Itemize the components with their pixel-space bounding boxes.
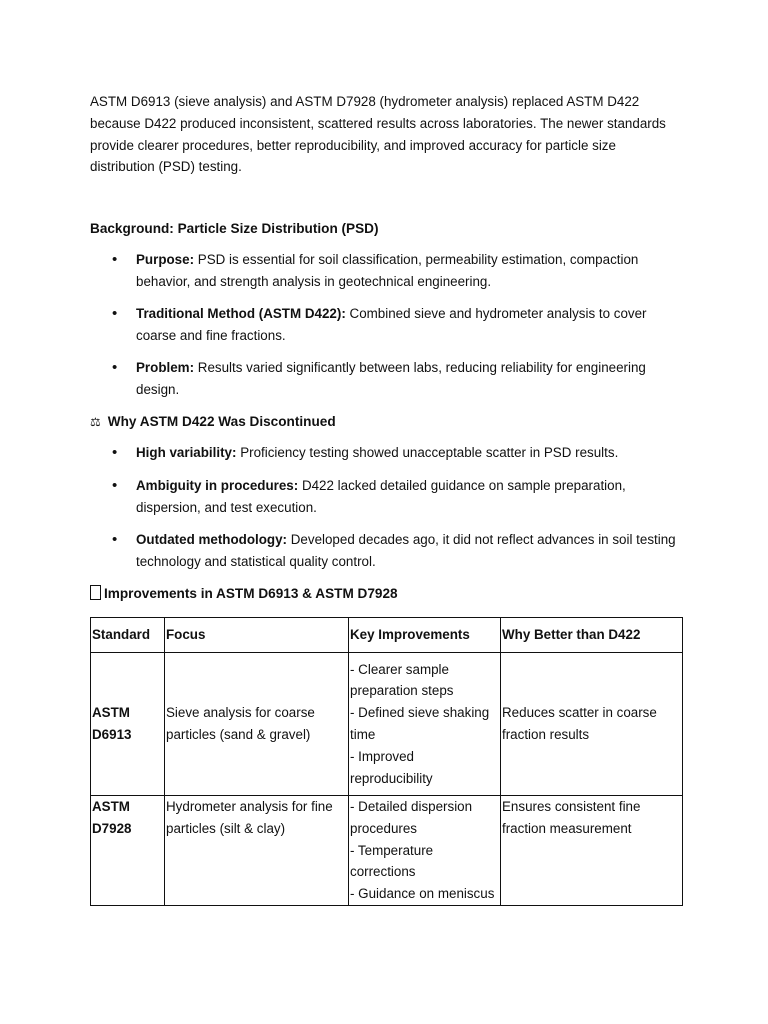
table-row bbox=[91, 652, 683, 795]
improvements-section bbox=[90, 583, 680, 906]
improvement-line: - Temperature corrections bbox=[350, 842, 434, 880]
list-item bbox=[90, 475, 680, 519]
list-item bbox=[90, 249, 680, 293]
column-header: Standard bbox=[91, 617, 165, 652]
column-header: Key Improvements bbox=[349, 617, 501, 652]
improvements-heading bbox=[90, 583, 680, 605]
background-list bbox=[90, 249, 680, 401]
why-heading bbox=[90, 411, 680, 433]
bullet-icon: • bbox=[112, 305, 118, 323]
table-header-row bbox=[91, 617, 683, 652]
improvement-line: - Guidance on meniscus bbox=[350, 886, 495, 902]
why-heading-text: Why ASTM D422 Was Discontinued bbox=[107, 414, 336, 430]
bullet-icon: • bbox=[112, 359, 118, 377]
list-item bbox=[90, 529, 680, 573]
item-text: Results varied significantly between labs, reducing reliability for engineering design. bbox=[136, 360, 646, 398]
why-list bbox=[90, 442, 680, 572]
column-header: Why Better than D422 bbox=[501, 617, 683, 652]
item-text: Developed decades ago, it did not reflect advances in soil testing technology and statistical quality control. bbox=[136, 531, 676, 569]
improvement-line: - Improved reproducibility bbox=[350, 748, 433, 786]
background-heading: Background: Particle Size Distribution (PSD) bbox=[90, 221, 379, 237]
bullet-icon: • bbox=[112, 444, 118, 462]
item-label: High variability: bbox=[136, 445, 237, 461]
improvements-table bbox=[90, 617, 683, 906]
item-label: Purpose: bbox=[136, 252, 195, 268]
list-item bbox=[90, 357, 680, 401]
document-page bbox=[90, 91, 680, 906]
scales-icon: ⚖ bbox=[90, 415, 101, 430]
improvement-line: - Defined sieve shaking time bbox=[350, 705, 490, 742]
improvements-cell bbox=[349, 652, 501, 795]
missing-glyph-icon bbox=[90, 585, 101, 600]
why-cell: Ensures consistent fine fraction measurement bbox=[501, 795, 683, 905]
item-label: Ambiguity in procedures: bbox=[136, 477, 299, 493]
standard-cell: ASTM D6913 bbox=[91, 652, 165, 795]
improvement-line: - Detailed dispersion procedures bbox=[350, 798, 473, 836]
why-cell: Reduces scatter in coarse fraction results bbox=[501, 652, 683, 795]
list-item bbox=[90, 442, 680, 464]
item-text: Combined sieve and hydrometer analysis to cover coarse and fine fractions. bbox=[136, 306, 647, 344]
focus-cell: Sieve analysis for coarse particles (sand & gravel) bbox=[165, 652, 349, 795]
focus-cell: Hydrometer analysis for fine particles (silt & clay) bbox=[165, 795, 349, 905]
item-label: Traditional Method (ASTM D422): bbox=[136, 306, 346, 322]
item-text: PSD is essential for soil classification, permeability estimation, compaction behavior, and strength analysis in geotechnical engineering. bbox=[136, 252, 639, 289]
improvement-line: - Clearer sample preparation steps bbox=[350, 661, 454, 699]
table-row bbox=[91, 795, 683, 905]
why-section bbox=[90, 411, 680, 572]
bullet-icon: • bbox=[112, 251, 118, 269]
item-label: Outdated methodology: bbox=[136, 531, 288, 547]
item-label: Problem: bbox=[136, 360, 195, 376]
item-text: Proficiency testing showed unacceptable scatter in PSD results. bbox=[240, 445, 619, 461]
improvements-cell bbox=[349, 795, 501, 905]
column-header: Focus bbox=[165, 617, 349, 652]
bullet-icon: • bbox=[112, 476, 118, 494]
intro-paragraph: ASTM D6913 (sieve analysis) and ASTM D7928 (hydrometer analysis) replaced ASTM D422 because D422 produced inconsistent, scattered results across laboratories. The newer standards provide clearer procedures, better reproducibility, and improved accuracy for particle size distribution (PSD) testing. bbox=[90, 94, 666, 175]
item-text: D422 lacked detailed guidance on sample preparation, dispersion, and test execution. bbox=[136, 477, 626, 515]
bullet-icon: • bbox=[112, 530, 118, 548]
standard-cell: ASTM D7928 bbox=[91, 795, 165, 905]
background-section bbox=[90, 218, 680, 401]
improvements-heading-text: Improvements in ASTM D6913 & ASTM D7928 bbox=[104, 585, 398, 601]
list-item bbox=[90, 303, 680, 347]
